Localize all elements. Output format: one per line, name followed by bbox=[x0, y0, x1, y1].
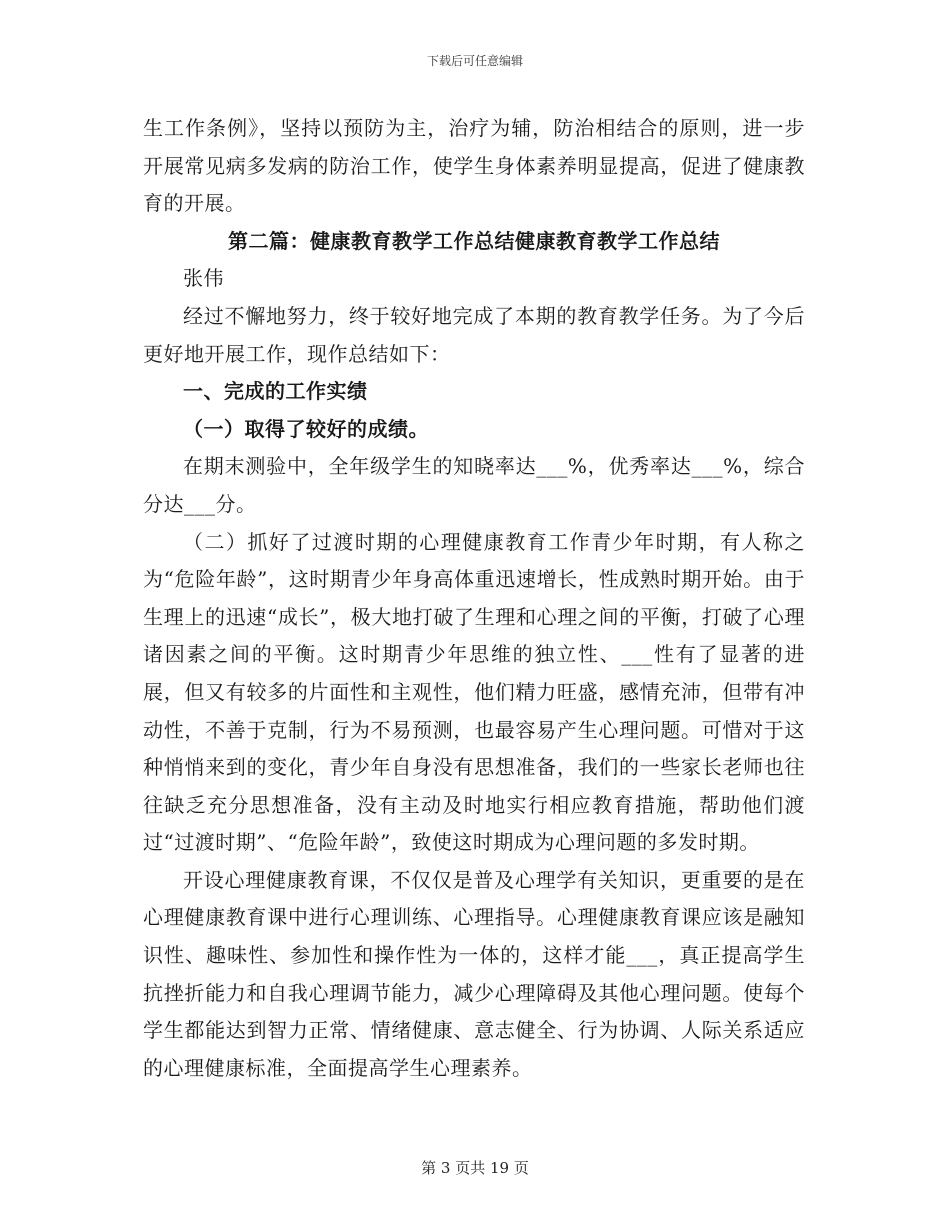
paragraph-exam-results: 在期末测验中，全年级学生的知晓率达___%，优秀率达___%，综合分达___分。 bbox=[143, 454, 805, 516]
heading-achievements: 一、完成的工作实绩 bbox=[183, 379, 368, 404]
page-number: 第 3 页共 19 页 bbox=[421, 1159, 529, 1177]
subheading-results: （一）取得了较好的成绩。 bbox=[183, 416, 429, 441]
page-header: 下载后可任意编辑 bbox=[426, 54, 523, 68]
paragraph-continued: 生工作条例》，坚持以预防为主，治疗为辅，防治相结合的原则，进一步开展常见病多发病的防治工作，使学生身体素养明显提高，促进了健康教育的开展。 bbox=[143, 116, 805, 216]
section-title: 第二篇：健康教育教学工作总结健康教育教学工作总结 bbox=[228, 228, 720, 253]
paragraph-psych-course: 开设心理健康教育课，不仅仅是普及心理学有关知识，更重要的是在心理健康教育课中进行心理训练、心理指导。心理健康教育课应该是融知识性、趣味性、参加性和操作性为一体的，这样才能___，真正提高学生抗挫折能力和自我心理调节能力，减少心理障碍及其他心理问题。使每个学生都能达到智力正常、情绪健康、意志健全、行为协调、人际关系适应的心理健康标准，全面提高学生心理素养。 bbox=[143, 867, 805, 1080]
paragraph-transition-period: （二）抓好了过渡时期的心理健康教育工作青少年时期，有人称之为“危险年龄”，这时期青少年身高体重迅速增长，性成熟时期开始。由于生理上的迅速“成长”，极大地打破了生理和心理之间的平衡，打破了心理诸因素之间的平衡。这时期青少年思维的独立性、___性有了显著的进展，但又有较多的片面性和主观性，他们精力旺盛，感情充沛，但带有冲动性，不善于克制，行为不易预测，也最容易产生心理问题。可惜对于这种悄悄来到的变化，青少年自身没有思想准备，我们的一些家长老师也往往缺乏充分思想准备，没有主动及时地实行相应教育措施，帮助他们渡过“过渡时期”、“危险年龄”，致使这时期成为心理问题的多发时期。 bbox=[143, 529, 805, 855]
author-name: 张伟 bbox=[183, 266, 224, 291]
page-body bbox=[143, 110, 805, 1087]
paragraph-intro: 经过不懈地努力，终于较好地完成了本期的教育教学任务。为了今后更好地开展工作，现作总结如下： bbox=[143, 303, 805, 366]
